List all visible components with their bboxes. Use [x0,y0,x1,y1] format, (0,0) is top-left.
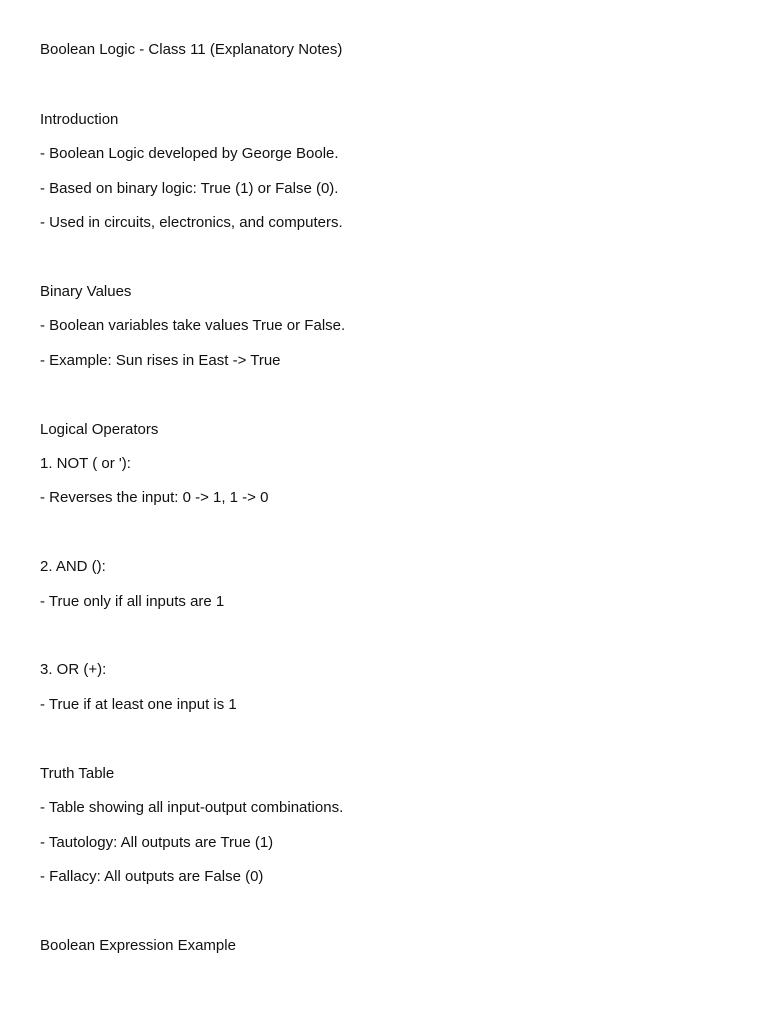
document-title: Boolean Logic - Class 11 (Explanatory Notes) [40,41,343,58]
operator-not-label: 1. NOT ( or '): [40,455,131,472]
truth-line-3: - Fallacy: All outputs are False (0) [40,868,264,885]
section-heading-truth-table: Truth Table [40,765,115,782]
operator-not-desc: - Reverses the input: 0 -> 1, 1 -> 0 [40,489,269,506]
truth-line-2: - Tautology: All outputs are True (1) [40,834,274,851]
section-heading-binary-values: Binary Values [40,283,132,300]
section-heading-boolean-expression-example: Boolean Expression Example [40,937,236,954]
intro-line-2: - Based on binary logic: True (1) or False (0). [40,180,339,197]
operator-and-label: 2. AND (): [40,558,106,575]
operator-or-label: 3. OR (+): [40,661,107,678]
section-heading-logical-operators: Logical Operators [40,421,159,438]
binary-line-1: - Boolean variables take values True or False. [40,317,346,334]
intro-line-1: - Boolean Logic developed by George Boole. [40,145,339,162]
operator-and-desc: - True only if all inputs are 1 [40,593,225,610]
operator-or-desc: - True if at least one input is 1 [40,696,237,713]
truth-line-1: - Table showing all input-output combinations. [40,799,344,816]
intro-line-3: - Used in circuits, electronics, and computers. [40,214,343,231]
binary-line-2: - Example: Sun rises in East -> True [40,352,281,369]
section-heading-introduction: Introduction [40,111,119,128]
